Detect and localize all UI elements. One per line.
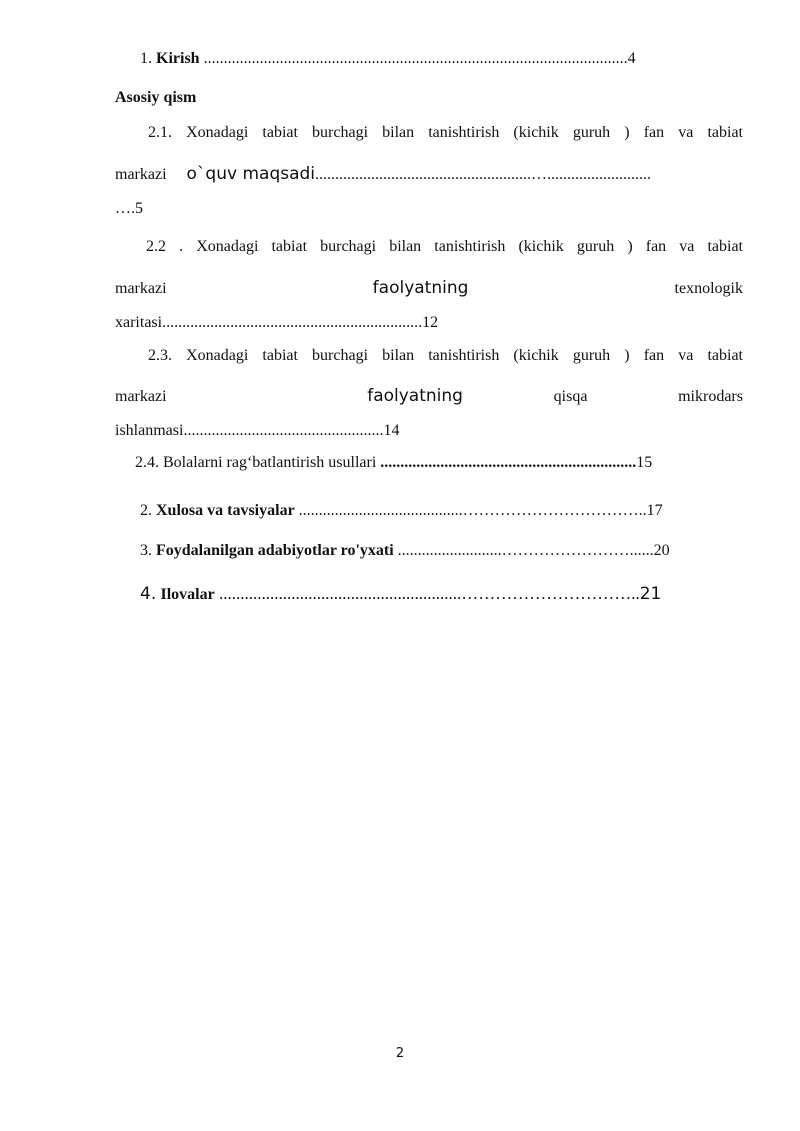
- toc-entry-xulosa[interactable]: [140, 501, 663, 521]
- toc-entry-number: 1.: [140, 50, 152, 67]
- toc-entry-title: Foydalanilgan adabiyotlar ro'yxati: [156, 542, 394, 559]
- toc-entry-2-4[interactable]: [135, 453, 652, 473]
- toc-entry-title: Kirish: [156, 50, 200, 67]
- toc-text-faolyatning: faolyatning: [367, 386, 463, 406]
- toc-entry-2-2-line2[interactable]: [115, 278, 743, 299]
- toc-entry-ilovalar[interactable]: [140, 584, 661, 605]
- toc-entry-2-2-line1[interactable]: 2.2 . Xonadagi tabiat burchagi bilan tanishtirish (kichik guruh ) fan va tabiat: [146, 238, 743, 255]
- toc-page-number: 15: [636, 454, 653, 471]
- toc-entry-2-3-line2[interactable]: [115, 386, 743, 407]
- toc-entry-2-2-page: xaritasi.................................................................12: [115, 314, 439, 331]
- toc-entry-number: 3.: [140, 542, 152, 559]
- toc-entry-number: 2.: [140, 502, 152, 519]
- toc-entry-2-3-line1[interactable]: 2.3. Xonadagi tabiat burchagi bilan tanishtirish (kichik guruh ) fan va tabiat: [148, 347, 743, 364]
- toc-leader-dots: .........................................................…………………………..: [214, 584, 640, 603]
- toc-leader-dots: ..........................……………………......: [393, 542, 654, 559]
- toc-page-number: 17: [646, 502, 663, 519]
- toc-entry-number: 2.4.: [135, 454, 159, 471]
- toc-page-number: 4: [627, 50, 636, 67]
- toc-text-oquv-maqsadi: o`quv maqsadi: [186, 164, 316, 184]
- toc-entry-2-1-line2[interactable]: [115, 164, 743, 185]
- toc-text-faolyatning: faolyatning: [372, 278, 469, 298]
- toc-entry-title: Ilovalar: [160, 586, 215, 603]
- toc-text-markazi: markazi: [115, 166, 167, 183]
- section-heading-asosiy-qism: Asosiy qism: [115, 89, 197, 106]
- page-number: 2: [395, 1046, 405, 1061]
- toc-text-qisqa: qisqa: [553, 388, 588, 405]
- toc-entry-2-1-page: ….5: [115, 200, 143, 217]
- toc-entry-title: Xulosa va tavsiyalar: [156, 502, 295, 519]
- toc-entry-number: 4.: [140, 584, 157, 604]
- toc-entry-2-1-line1[interactable]: 2.1. Xonadagi tabiat burchagi bilan tanishtirish (kichik guruh ) fan va tabiat: [148, 124, 743, 141]
- toc-entry-2-3-page: ishlanmasi..................................................14: [115, 422, 400, 439]
- toc-entry-title: Bolalarni rag‘batlantirish usullari: [159, 454, 381, 471]
- toc-page-number: 20: [653, 542, 670, 559]
- toc-text-mikrodars: mikrodars: [678, 388, 743, 405]
- toc-entry-kirish[interactable]: [140, 49, 636, 69]
- toc-leader-dots: .........................................……………………………..: [294, 502, 647, 519]
- toc-leader-dots: ......................................................…..........................: [315, 166, 652, 183]
- toc-leader-dots: ..........................................................................................................: [199, 50, 628, 67]
- toc-text-texnologik: texnologik: [674, 280, 743, 297]
- toc-entry-adabiyotlar[interactable]: [140, 541, 670, 561]
- toc-text-markazi: markazi: [115, 280, 167, 297]
- toc-leader-dots: ................................................................: [380, 454, 637, 471]
- toc-page-number: 21: [639, 584, 662, 604]
- toc-text-markazi: markazi: [115, 388, 167, 405]
